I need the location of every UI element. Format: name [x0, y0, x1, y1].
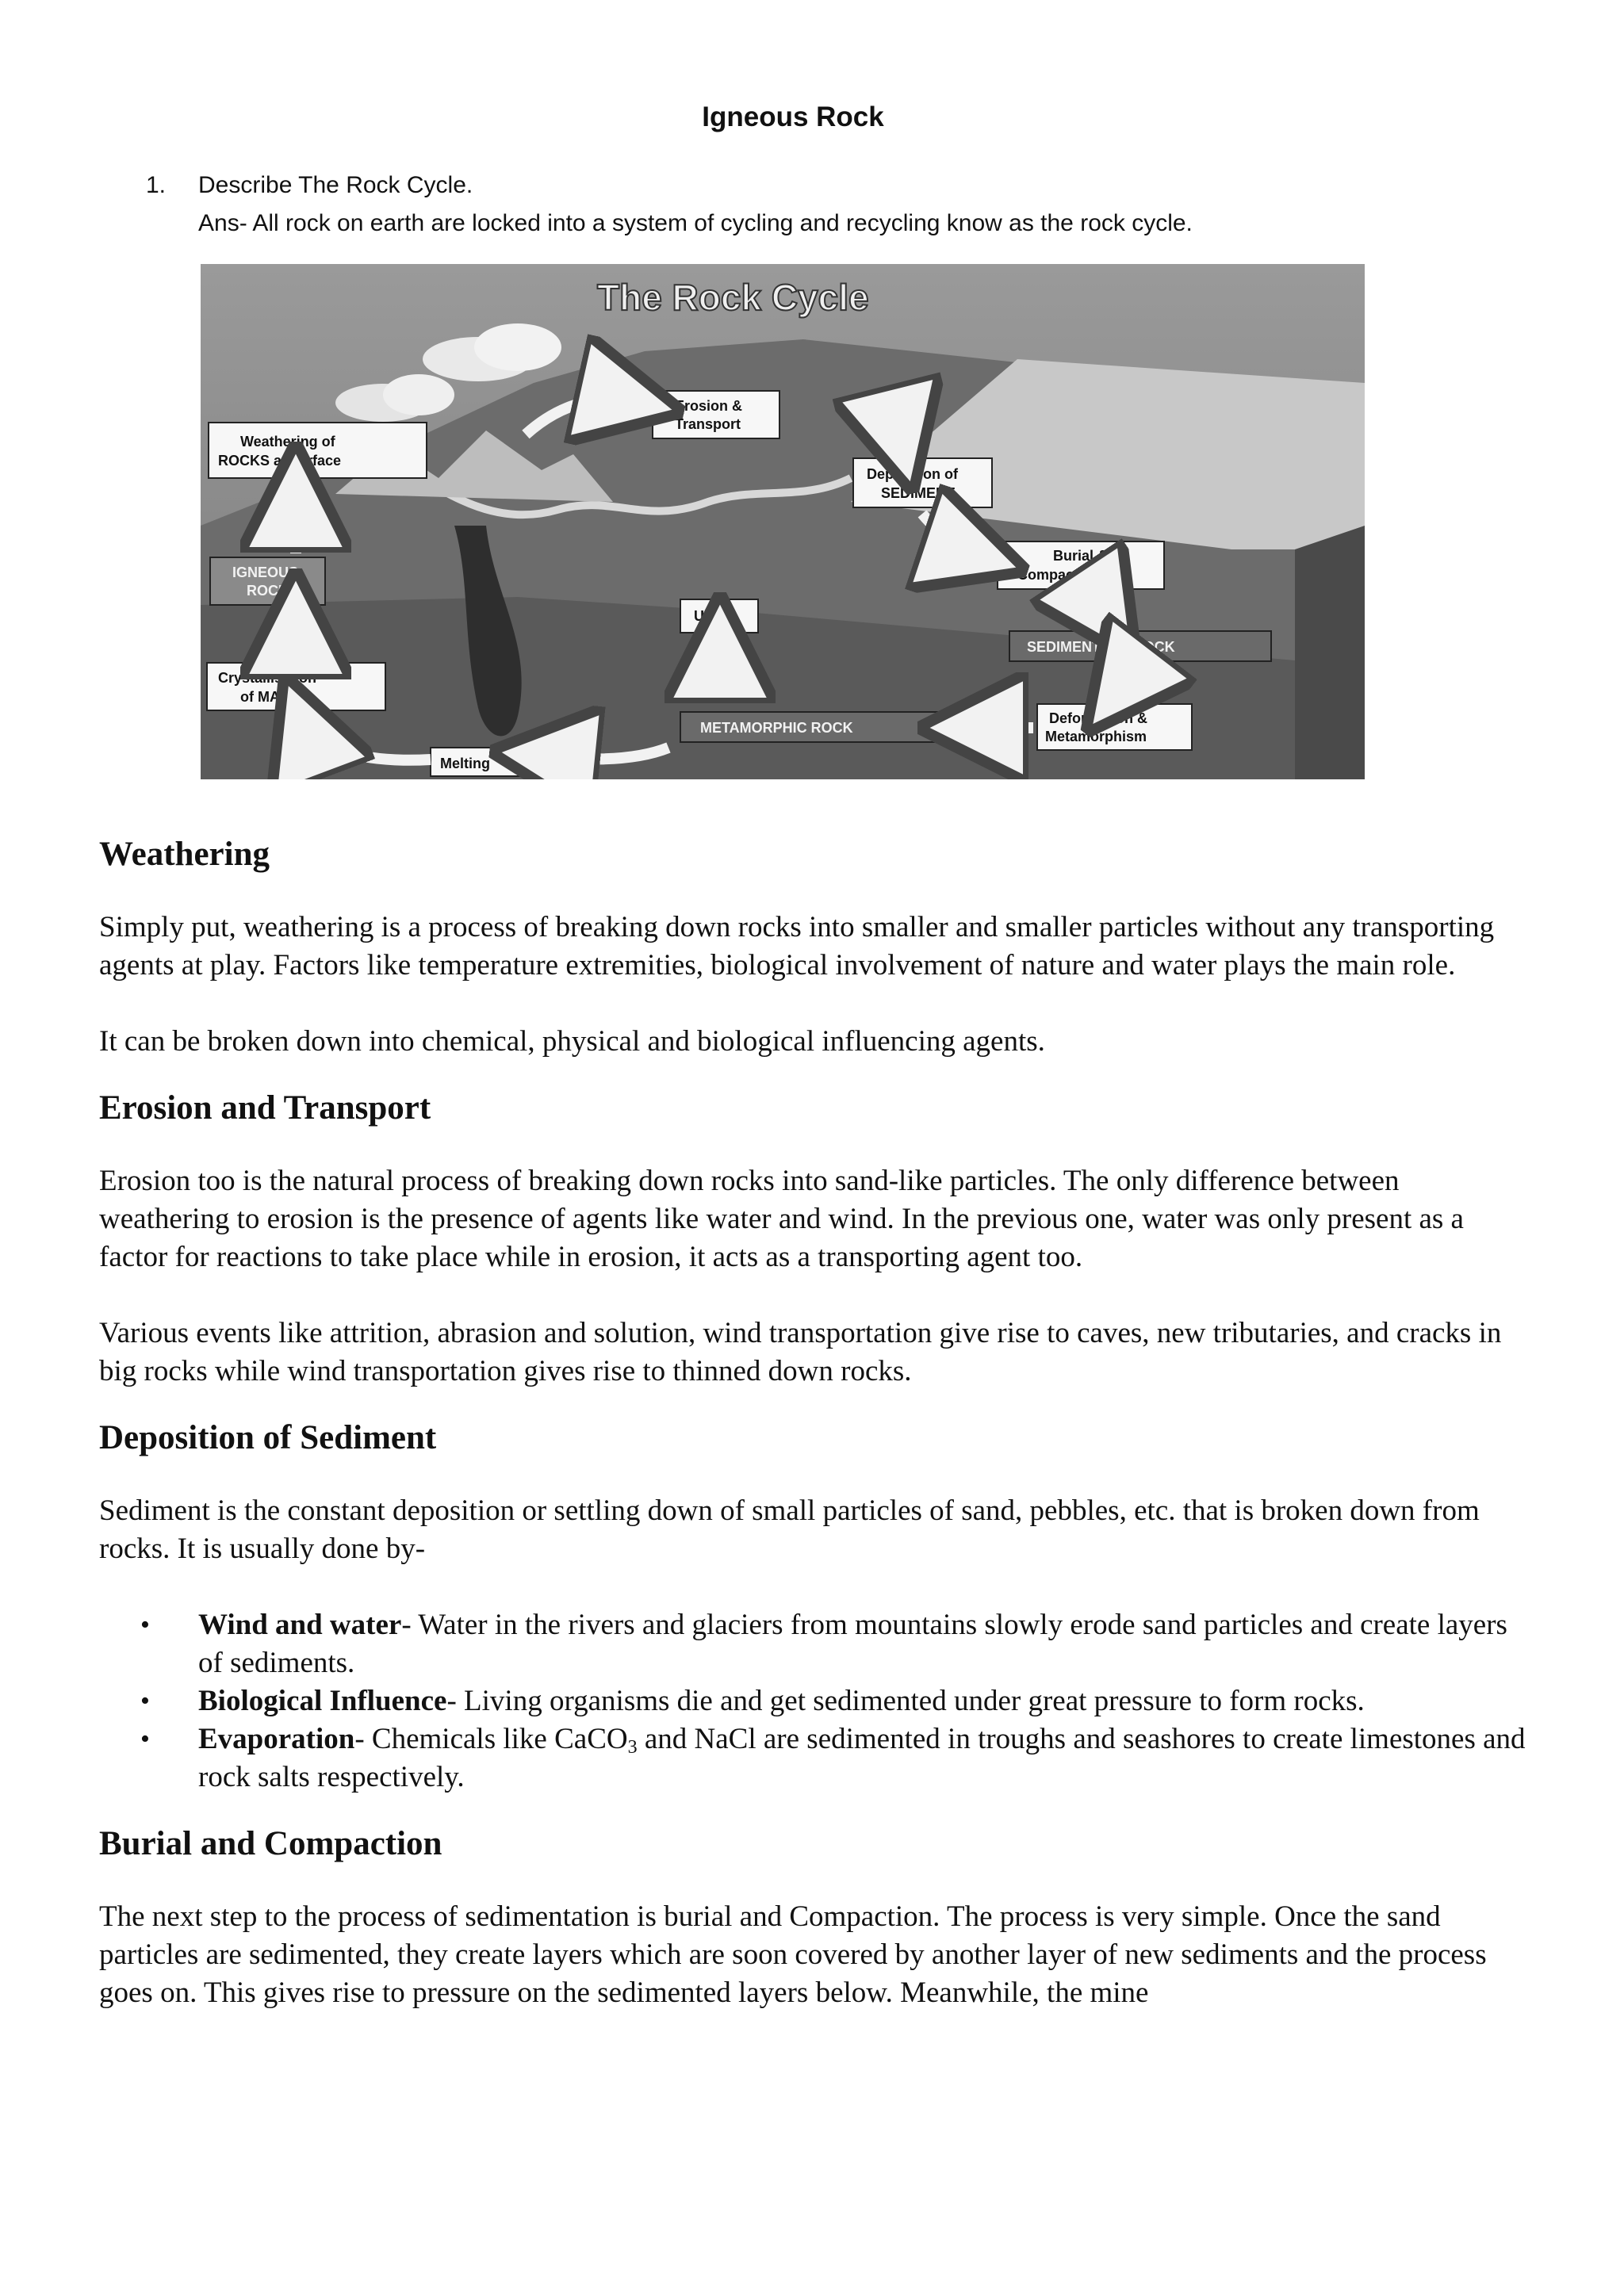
label-deposition-1: Deposition of [867, 466, 958, 482]
deposition-list [99, 1606, 1534, 1797]
question-number: 1. [146, 172, 167, 198]
list-item [99, 1720, 1534, 1797]
label-burial-1: Burial & [1053, 548, 1109, 564]
deposition-paragraph-1: Sediment is the constant deposition or settling down of small particles of sand, pebbles, etc. that is broken down from rocks. It is usually done by- [99, 1494, 1480, 1565]
list-item [99, 1682, 1534, 1720]
bullet-icon: • [140, 1610, 150, 1640]
document-title: Igneous Rock [702, 101, 884, 132]
erosion-paragraph-2: Various events like attrition, abrasion and solution, wind transportation give rise to caves, new tributaries, and cracks in big rocks while wind transportation gives rise to thinned down rocks. [99, 1317, 1502, 1387]
list-item [99, 1606, 1534, 1682]
label-deposition-2: SEDIMENT [881, 485, 956, 501]
label-crystallisation-1: Crystallisation [218, 670, 317, 686]
document-body [99, 832, 1534, 2012]
bullet-icon: • [140, 1724, 150, 1754]
label-burial-2: Compaction [1017, 567, 1101, 583]
heading-weathering: Weathering [99, 836, 270, 873]
erosion-paragraph-1: Erosion too is the natural process of breaking down rocks into sand-like particles. The only difference between weathering to erosion is the presence of agents like water and wind. In the previous one, water was only present as a factor for reactions to take place while in erosion, it acts as a transporting agent too. [99, 1165, 1464, 1273]
bullet-icon: • [140, 1686, 150, 1716]
bullet-term: Biological Influence [198, 1685, 447, 1717]
label-crystallisation-2: of MAGMA [240, 689, 313, 705]
label-melting: Melting [440, 756, 490, 771]
bullet-text: - Living organisms die and get sedimented under great pressure to form rocks. [446, 1685, 1365, 1717]
label-sedimentary: SEDIMENTARY ROCK [1027, 639, 1175, 655]
label-weathering-1: Weathering of [240, 434, 335, 450]
bullet-text: - Water in the rivers and glaciers from mountains slowly erode sand particles and create layers of sediments. [198, 1609, 1507, 1679]
bullet-term: Evaporation [198, 1723, 355, 1755]
subscript: 3 [627, 1737, 638, 1758]
heading-erosion: Erosion and Transport [99, 1089, 431, 1127]
weathering-paragraph-2: It can be broken down into chemical, physical and biological influencing agents. [99, 1025, 1045, 1058]
label-weathering-2: ROCKS at surface [218, 453, 342, 469]
weathering-paragraph-1: Simply put, weathering is a process of breaking down rocks into smaller and smaller particles without any transporting agents at play. Factors like temperature extremities, biological involvement of nature and water plays the main role. [99, 911, 1495, 982]
label-deformation-1: Deformation & [1049, 710, 1148, 726]
bullet-text-a: - Chemicals like CaCO [354, 1723, 628, 1755]
rock-cycle-diagram [201, 264, 1365, 779]
heading-deposition: Deposition of Sediment [99, 1419, 437, 1456]
bullet-term: Wind and water [198, 1609, 402, 1641]
label-igneous-2: ROCK [247, 583, 289, 599]
heading-burial: Burial and Compaction [99, 1825, 442, 1862]
label-erosion-1: Erosion & [675, 398, 743, 414]
label-igneous-1: IGNEOUS [232, 564, 299, 580]
bullet-text-b: and NaCl are sedimented in troughs and seashores to create limestones and rock salts respectively. [198, 1723, 1526, 1793]
label-erosion-2: Transport [675, 416, 741, 432]
question-text: Describe The Rock Cycle. [198, 172, 473, 198]
label-deformation-2: Metamorphism [1045, 729, 1147, 744]
burial-paragraph-1: The next step to the process of sedimentation is burial and Compaction. The process is very simple. Once the sand particles are sedimented, they create layers which are soon covered by another layer of new sediments and the process goes on. This gives rise to pressure on the sedimented layers below. Meanwhile, the mine [99, 1900, 1487, 2009]
question-answer: Ans- All rock on earth are locked into a system of cycling and recycling know as the rock cycle. [198, 210, 1193, 236]
label-uplift: Uplift [694, 608, 730, 624]
block-side [1295, 526, 1365, 779]
figure-title: The Rock Cycle [597, 277, 869, 318]
label-metamorphic: METAMORPHIC ROCK [700, 720, 853, 736]
